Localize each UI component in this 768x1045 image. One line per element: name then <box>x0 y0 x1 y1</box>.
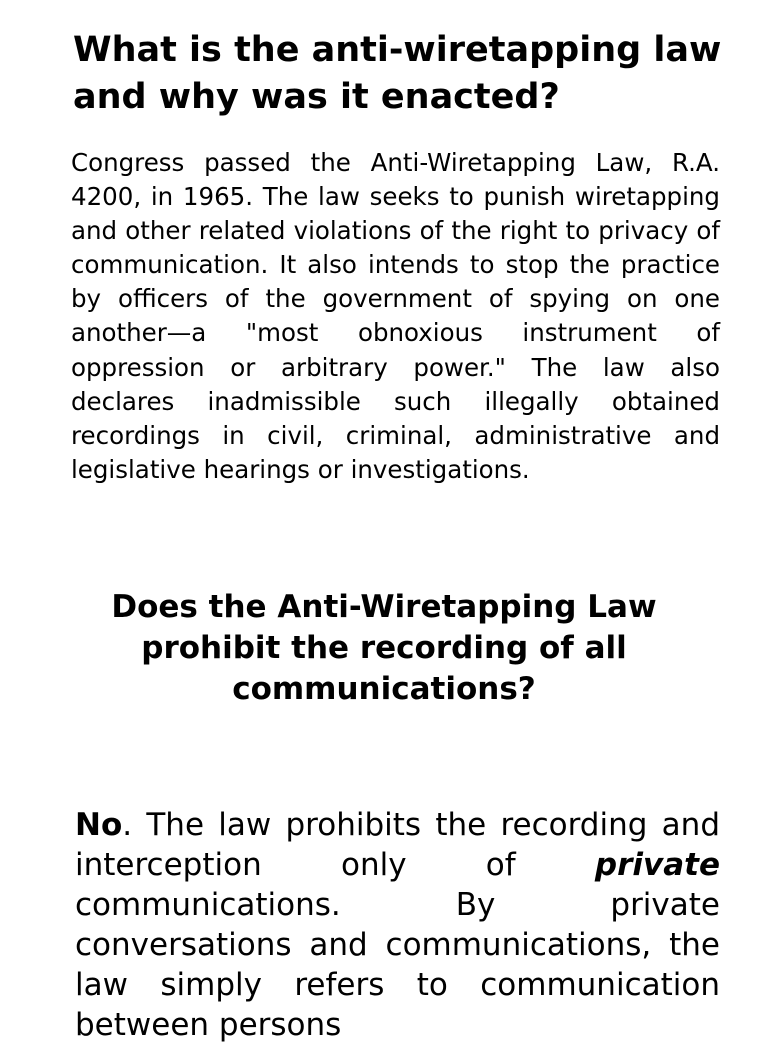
section-2-paragraph <box>75 805 720 1045</box>
answer-lead: No <box>75 807 123 843</box>
answer-text-part-1: . The law prohibits the recording and interception only of <box>75 807 720 883</box>
section-2-heading: Does the Anti-Wiretapping Law prohibit the recording of all communications? <box>111 589 657 707</box>
answer-text-part-2: communications. By private conversations and communications, the law simply refers to communication between persons <box>75 887 720 1043</box>
answer-emphasis: private <box>594 847 720 883</box>
section-1-heading: What is the anti-wiretapping law and why was it enacted? <box>73 30 722 117</box>
section-1-paragraph: Congress passed the Anti-Wiretapping Law, R.A. 4200, in 1965. The law seeks to punish wiretapping and other related violations of the right to privacy of communication. It also intends to stop the practice by officers of the government of spying on one another—a "most obnoxious instrument of oppression or arbitrary power." The law also declares inadmissible such illegally obtained recordings in civil, criminal, administrative and legislative hearings or investigations. <box>71 148 720 484</box>
